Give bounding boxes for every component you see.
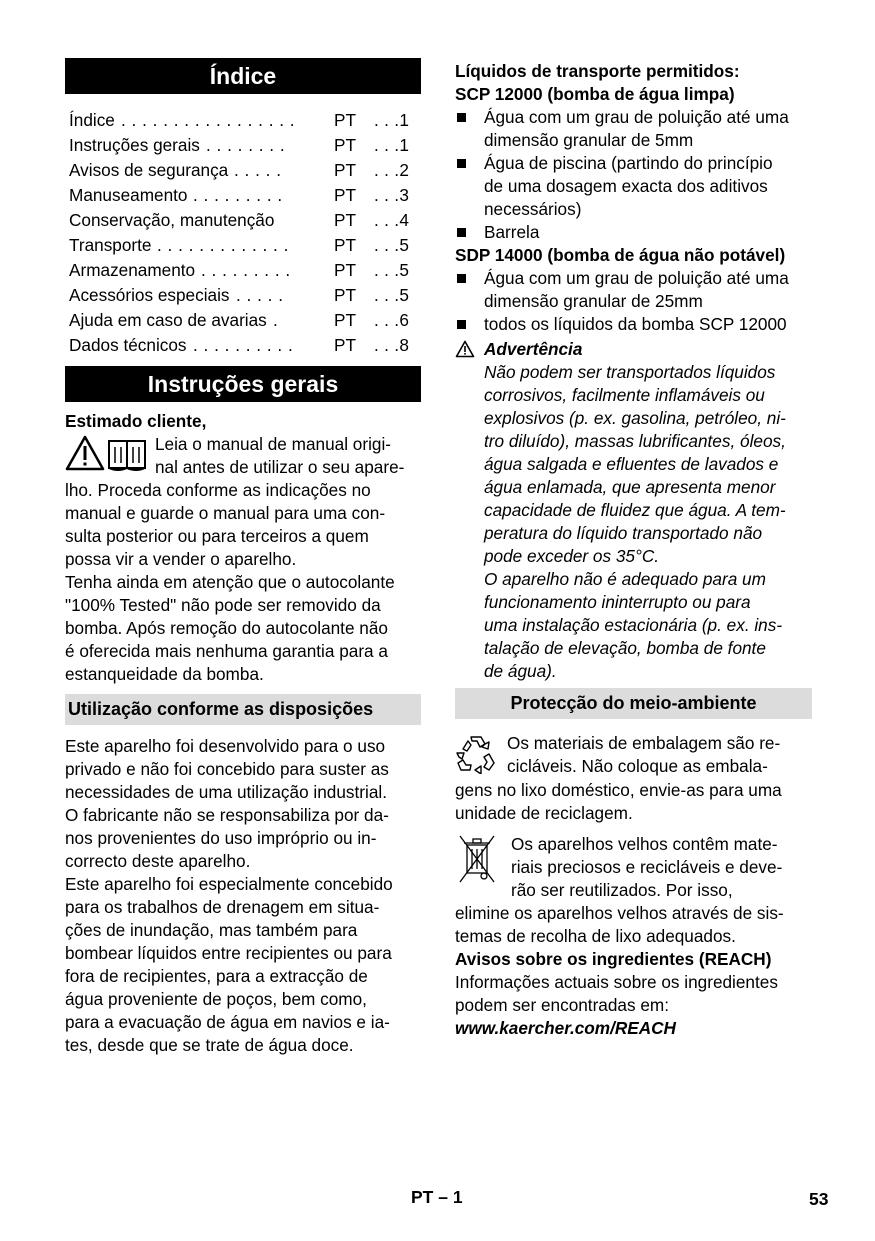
toc-label: Transporte [69, 235, 152, 255]
bullet-square-icon [457, 228, 466, 237]
list-item [455, 267, 812, 313]
bullet-square-icon [457, 159, 466, 168]
toc-dots: . . . . . . . . [206, 135, 286, 155]
sdp-heading: SDP 14000 (bomba de água não potável) [455, 245, 786, 265]
text-line: funcionamento ininterrupto ou para [484, 592, 751, 612]
text-line: de água). [484, 661, 557, 681]
toc-page: . . .5 [374, 260, 410, 280]
text-line: Este aparelho foi especialmente concebido [65, 874, 393, 894]
toc-page: . . .3 [374, 185, 410, 205]
text-line: bomba. Após remoção do autocolante não [65, 618, 388, 638]
toc-label: Ajuda em caso de avarias [69, 310, 267, 330]
warning-block [455, 338, 812, 683]
list-item [455, 221, 812, 244]
list-item-line: todos os líquidos da bomba SCP 12000 [484, 314, 787, 334]
scp-list [455, 106, 812, 244]
toc-page: . . .8 [374, 335, 410, 355]
text-line: tes, desde que se trate de água doce. [65, 1035, 354, 1055]
usage-text [65, 735, 421, 1057]
liquids-heading: Líquidos de transporte permitidos: [455, 61, 740, 81]
toc-lang: PT [334, 160, 356, 180]
old-appliance-text [455, 902, 812, 948]
toc-page: . . .2 [374, 160, 410, 180]
toc-row[interactable] [65, 108, 421, 133]
environment-heading: Protecção do meio-ambiente [455, 688, 812, 719]
text-line: para a evacuação de água em navios e ia- [65, 1012, 390, 1032]
toc-label: Conservação, manutenção [69, 210, 275, 230]
text-line: unidade de reciclagem. [455, 803, 633, 823]
reach-text [455, 971, 812, 1017]
toc-dots: . . . . . . . . . . . . . [157, 235, 289, 255]
text-line: Não podem ser transportados líquidos [484, 362, 776, 382]
text-line: O aparelho não é adequado para um [484, 569, 766, 589]
list-item [455, 152, 812, 221]
toc-page: . . .5 [374, 285, 410, 305]
text-line: fora de recipientes, para a extracção de [65, 966, 368, 986]
list-item-line: Água com um grau de poluição até uma [484, 107, 789, 127]
manual-text [65, 479, 421, 686]
text-line: explosivos (p. ex. gasolina, petróleo, ni- [484, 408, 786, 428]
bullet-square-icon [457, 113, 466, 122]
text-line: Informações actuais sobre os ingredientes [455, 972, 778, 992]
text-line: água enlamada, que apresenta menor [484, 477, 776, 497]
toc-row[interactable] [65, 333, 421, 358]
list-item-line: necessários) [484, 199, 582, 219]
old-line: riais preciosos e recicláveis e deve- [511, 857, 783, 877]
warning-text [455, 361, 812, 683]
toc-label: Avisos de segurança [69, 160, 229, 180]
warning-icon [455, 340, 475, 363]
toc-label: Manuseamento [69, 185, 188, 205]
left-column [65, 58, 421, 1057]
toc-dots: . . . . . . . . . . . . . . . . . [121, 110, 296, 130]
text-line: temas de recolha de lixo adequados. [455, 926, 736, 946]
toc-dots: . . . . . . . . . [201, 260, 291, 280]
old-line: Os aparelhos velhos contêm mate- [511, 834, 778, 854]
toc-dots: . [273, 310, 279, 330]
text-line: é oferecida mais nenhuma garantia para a [65, 641, 388, 661]
text-line: para os trabalhos de drenagem em situa- [65, 897, 380, 917]
toc-label: Instruções gerais [69, 135, 200, 155]
crossed-bin-icon [457, 833, 497, 890]
text-line: necessidades de uma utilização industrial. [65, 782, 387, 802]
toc-lang: PT [334, 235, 356, 255]
greeting: Estimado cliente, [65, 411, 207, 431]
footer-page-number: 53 [809, 1189, 829, 1209]
text-line: Este aparelho foi desenvolvido para o uso [65, 736, 386, 756]
text-line: tro diluído), massas lubrificantes, óleos, [484, 431, 786, 451]
toc-label: Acessórios especiais [69, 285, 230, 305]
toc-dots: . . . . . [234, 160, 282, 180]
toc-row[interactable] [65, 208, 421, 233]
list-item [455, 106, 812, 152]
toc-row[interactable] [65, 233, 421, 258]
text-line: O fabricante não se responsabiliza por da- [65, 805, 389, 825]
toc-dots: . . . . . . . . . [193, 185, 283, 205]
warning-title: Advertência [484, 339, 583, 359]
toc-lang: PT [334, 185, 356, 205]
text-line: sulta posterior ou para terceiros a quem [65, 526, 369, 546]
sdp-list [455, 267, 812, 336]
recycle-icon [455, 732, 497, 779]
old-appliance-notice [455, 833, 812, 902]
list-item-line: Barrela [484, 222, 540, 242]
toc-page: . . .1 [374, 135, 410, 155]
recycle-notice [455, 732, 812, 779]
manual-line: nal antes de utilizar o seu apare- [155, 457, 405, 477]
list-item-line: Água de piscina (partindo do princípio [484, 153, 773, 173]
text-line: possa vir a vender o aparelho. [65, 549, 297, 569]
text-line: privado e não foi concebido para suster as [65, 759, 389, 779]
text-line: nos provenientes do uso impróprio ou in- [65, 828, 377, 848]
text-line: estanqueidade da bomba. [65, 664, 264, 684]
text-line: ções de inundação, mas também para [65, 920, 358, 940]
general-instructions-heading: Instruções gerais [65, 366, 421, 402]
toc-lang: PT [334, 335, 356, 355]
list-item-line: dimensão granular de 25mm [484, 291, 703, 311]
bullet-square-icon [457, 274, 466, 283]
text-line: lho. Proceda conforme as indicações no [65, 480, 371, 500]
toc-label: Dados técnicos [69, 335, 187, 355]
text-line: talação de elevação, bomba de fonte [484, 638, 766, 658]
toc-page: . . .1 [374, 110, 410, 130]
toc-lang: PT [334, 285, 356, 305]
scp-heading: SCP 12000 (bomba de água limpa) [455, 84, 735, 104]
manual-notice [65, 433, 421, 479]
index-heading: Índice [65, 58, 421, 94]
warning-manual-icon [65, 435, 149, 478]
text-line: elimine os aparelhos velhos através de sis- [455, 903, 784, 923]
text-line: bombear líquidos entre recipientes ou para [65, 943, 392, 963]
toc-row[interactable] [65, 283, 421, 308]
list-item [455, 313, 812, 336]
footer-language-page: PT – 1 [411, 1187, 463, 1207]
list-item-line: Água com um grau de poluição até uma [484, 268, 789, 288]
reach-heading: Avisos sobre os ingredientes (REACH) [455, 949, 772, 969]
text-line: corrosivos, facilmente inflamáveis ou [484, 385, 765, 405]
toc-dots: . . . . . [236, 285, 284, 305]
text-line: uma instalação estacionária (p. ex. ins- [484, 615, 783, 635]
toc-lang: PT [334, 210, 356, 230]
text-line: gens no lixo doméstico, envie-as para uma [455, 780, 782, 800]
right-column [455, 58, 812, 1040]
text-line: Tenha ainda em atenção que o autocolante [65, 572, 395, 592]
toc-dots: . . . . . . . . . . [193, 335, 294, 355]
text-line: água salgada e efluentes de lavados e [484, 454, 779, 474]
toc-row[interactable] [65, 258, 421, 283]
toc-page: . . .6 [374, 310, 410, 330]
toc-row[interactable] [65, 158, 421, 183]
toc-page: . . .5 [374, 235, 410, 255]
reach-url[interactable]: www.kaercher.com/REACH [455, 1018, 676, 1038]
toc-page: . . .4 [374, 210, 410, 230]
toc-lang: PT [334, 110, 356, 130]
old-line: rão ser reutilizados. Por isso, [511, 880, 733, 900]
text-line: capacidade de fluidez que água. A tem- [484, 500, 786, 520]
text-line: pode exceder os 35°C. [484, 546, 660, 566]
bullet-square-icon [457, 320, 466, 329]
text-line: peratura do líquido transportado não [484, 523, 763, 543]
toc-lang: PT [334, 310, 356, 330]
toc-row[interactable] [65, 133, 421, 158]
list-item-line: dimensão granular de 5mm [484, 130, 694, 150]
toc-lang: PT [334, 135, 356, 155]
text-line: "100% Tested" não pode ser removido da [65, 595, 381, 615]
recycle-text [455, 779, 812, 825]
recycle-line: Os materiais de embalagem são re- [507, 733, 781, 753]
toc-label: Armazenamento [69, 260, 196, 280]
text-line: podem ser encontradas em: [455, 995, 670, 1015]
usage-heading: Utilização conforme as disposições [65, 694, 421, 725]
toc-row[interactable] [65, 308, 421, 333]
list-item-line: de uma dosagem exacta dos aditivos [484, 176, 768, 196]
text-line: correcto deste aparelho. [65, 851, 251, 871]
toc-row[interactable] [65, 183, 421, 208]
recycle-line: cicláveis. Não coloque as embala- [507, 756, 768, 776]
manual-line: Leia o manual de manual origi- [155, 434, 391, 454]
toc-lang: PT [334, 260, 356, 280]
toc-label: Índice [69, 110, 115, 130]
text-line: manual e guarde o manual para uma con- [65, 503, 386, 523]
table-of-contents [65, 108, 421, 358]
text-line: água proveniente de poços, bem como, [65, 989, 367, 1009]
